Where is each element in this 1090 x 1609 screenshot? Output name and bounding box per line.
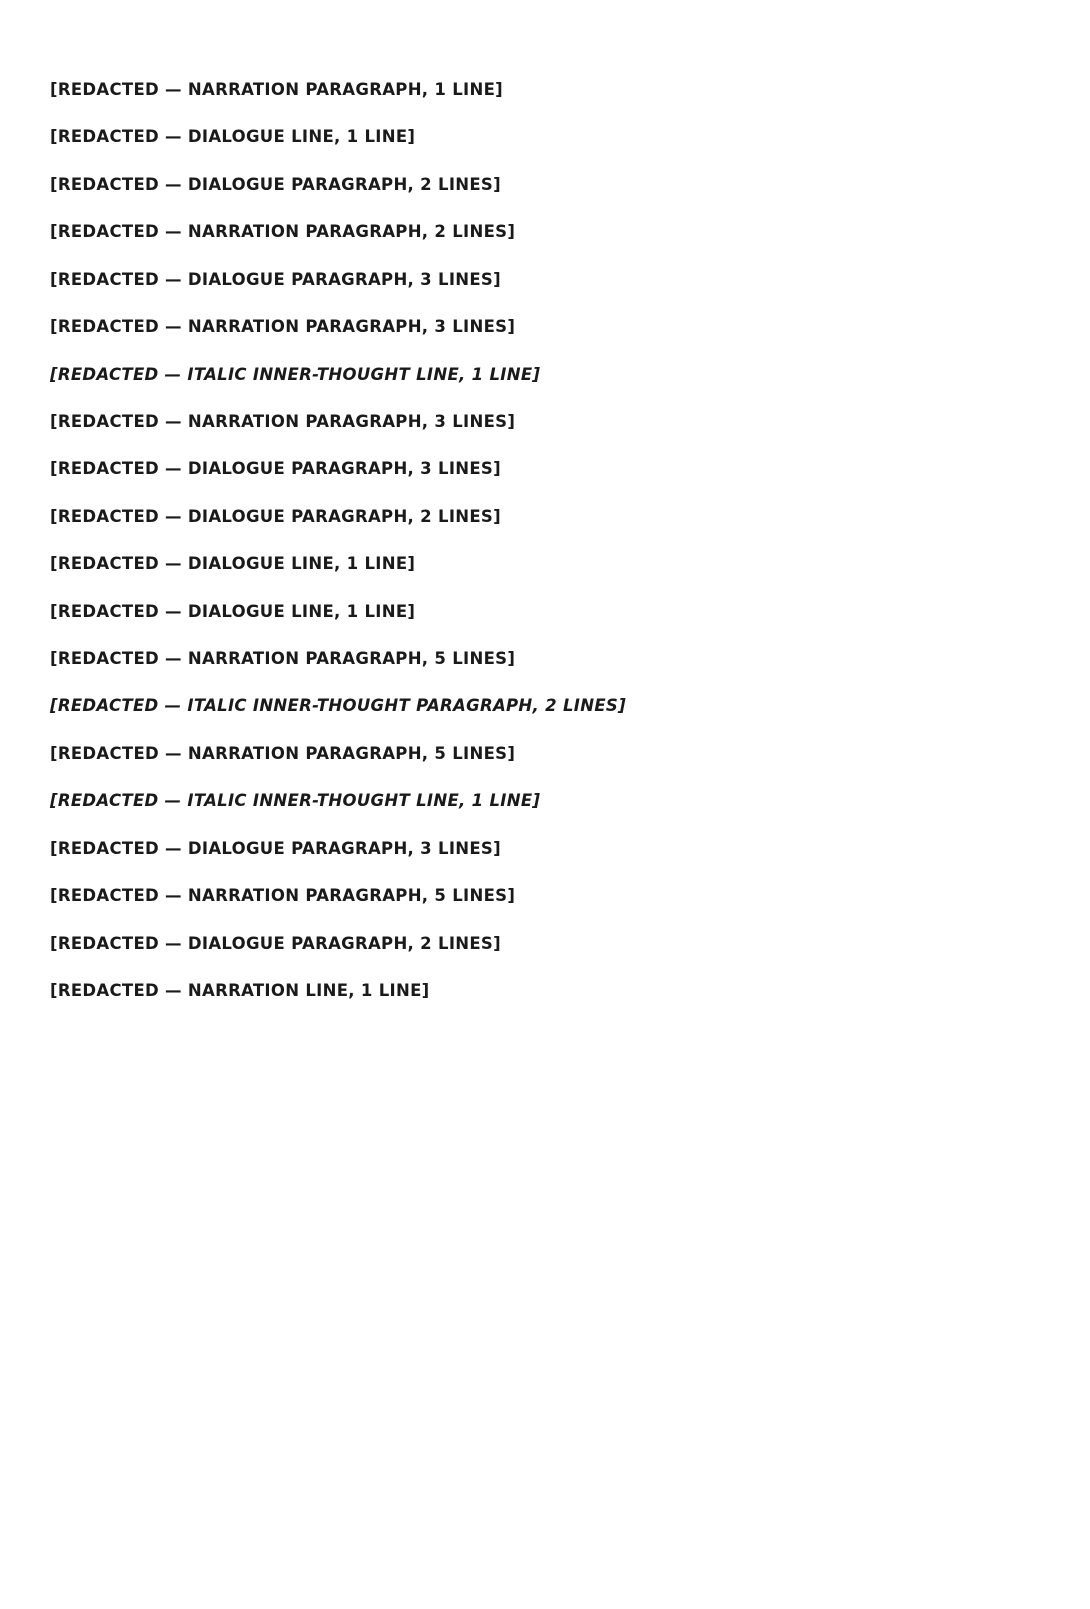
- paragraph-dialogue: [REDACTED — DIALOGUE PARAGRAPH, 2 LINES]: [50, 506, 501, 526]
- paragraph-dialogue: [REDACTED — DIALOGUE LINE, 1 LINE]: [50, 601, 416, 621]
- paragraph-dialogue: [REDACTED — DIALOGUE LINE, 1 LINE]: [50, 554, 416, 574]
- paragraph-dialogue: [REDACTED — DIALOGUE LINE, 1 LINE]: [50, 127, 416, 147]
- paragraph-dialogue: [REDACTED — DIALOGUE PARAGRAPH, 2 LINES]: [50, 174, 501, 194]
- paragraph-narration: [REDACTED — NARRATION PARAGRAPH, 3 LINES]: [50, 317, 516, 337]
- text-body: [50, 78, 1040, 1002]
- paragraph-thought: [REDACTED — ITALIC INNER-THOUGHT LINE, 1 LINE]: [50, 364, 541, 384]
- paragraph-narration: [REDACTED — NARRATION PARAGRAPH, 5 LINES]: [50, 743, 516, 763]
- paragraph-dialogue: [REDACTED — DIALOGUE PARAGRAPH, 2 LINES]: [50, 933, 501, 953]
- paragraph-dialogue: [REDACTED — DIALOGUE PARAGRAPH, 3 LINES]: [50, 838, 501, 858]
- paragraph-narration: [REDACTED — NARRATION PARAGRAPH, 5 LINES]: [50, 886, 516, 906]
- paragraph-narration: [REDACTED — NARRATION PARAGRAPH, 2 LINES]: [50, 222, 516, 242]
- paragraph-thought: [REDACTED — ITALIC INNER-THOUGHT LINE, 1 LINE]: [50, 791, 541, 811]
- paragraph-dialogue: [REDACTED — DIALOGUE PARAGRAPH, 3 LINES]: [50, 459, 501, 479]
- paragraph-narration: [REDACTED — NARRATION PARAGRAPH, 1 LINE]: [50, 80, 504, 99]
- paragraph-thought: [REDACTED — ITALIC INNER-THOUGHT PARAGRAPH, 2 LINES]: [50, 696, 626, 716]
- paragraph-narration: [REDACTED — NARRATION LINE, 1 LINE]: [50, 981, 430, 1001]
- paragraph-dialogue: [REDACTED — DIALOGUE PARAGRAPH, 3 LINES]: [50, 269, 501, 289]
- paragraph-narration: [REDACTED — NARRATION PARAGRAPH, 3 LINES]: [50, 411, 516, 431]
- paragraph-narration: [REDACTED — NARRATION PARAGRAPH, 5 LINES]: [50, 649, 516, 669]
